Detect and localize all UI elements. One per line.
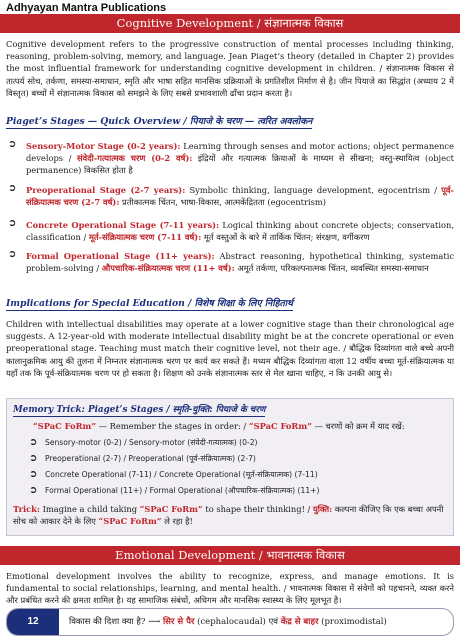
stage-name: Preoperational Stage (2-7 years): [26, 185, 186, 195]
stage-hindi-text: इंद्रियों और गत्यात्मक क्रियाओं के माध्यम से सीखना; वस्तु-स्थायित्व (object permanence) विकसित होता है [26, 153, 454, 176]
arrow-icon: ➲ [29, 485, 38, 496]
trick-hi-mnemonic: “SPaC FoRm” [98, 516, 162, 527]
implications-paragraph: Children with intellectual disabilities may operate at a lower cognitive stage than their chronological age suggests. A 12-year-old with moderate intellectual disability might be at the concrete operational or even preoperational stage. Teaching must match their cognitive level, not their age. / बौद्धिक दिव्यांगता वाले बच्चे अपनी कालानुक्रमिक आयु की तुलना में निम्नतर संज्ञानात्मक चरण पर कार्य कर सकते हैं। मध्यम बौद्धिक दिव्यांगता वाला 12 वर्षीय बच्चा मूर्त-संक्रियात्मक या यहाँ तक कि पूर्व-संक्रियात्मक चरण पर हो सकता है। शिक्षण को उनके संज्ञानात्मक स्तर से मेल खाना चाहिए, न कि उनकी आयु से। [6, 319, 454, 378]
emotional-paragraph: Emotional development involves the ability to recognize, express, and manage emotions. It is fundamental to social relationships, learning, and mental health. / भावनात्मक विकास में संवेगों को पहचानने, व्यक्त करने और प्रबंधित करने की क्षमता शामिल है। यह सामाजिक संबंधों, अधिगम और मानसिक स्वास्थ्य के लिए मूलभूत है। [6, 571, 454, 606]
cognitive-intro-paragraph: Cognitive development refers to the progressive construction of mental processes including thinking, reasoning, problem-solving, memory, and language. Jean Piaget’s theory (detailed in Chapter 2) provides the most influential framework for understanding cognitive development in children. / संज्ञानात्मक विकास से तात्पर्य सोच, तर्कणा, समस्या-समाधान, स्मृति और भाषा सहित मानसिक प्रक्रियाओं के प्रगतिशील निर्माण से है। जीन पियाजे का सिद्धांत (अध्याय 2 में विस्तृत) बच्चों में संज्ञानात्मक विकास को समझने के लिए सबसे प्रभावशाली ढाँचा प्रदान करता है। [6, 39, 454, 98]
trick-text [13, 503, 449, 527]
memory-item-text: Preoperational (2-7) / Preoperational (पूर्व-संक्रियात्मक) (2-7) [45, 454, 256, 463]
memory-trick-title: Memory Trick: Piaget’s Stages / स्मृति-युक्ति: पियाजे के चरण [13, 405, 266, 415]
footer-bar [6, 608, 454, 636]
mnemonic: “SPaC FoRm” [33, 421, 97, 431]
trick-hi-b: ले रहा है! [161, 516, 193, 527]
stage-name: Concrete Operational Stage (7-11 years): [26, 220, 220, 230]
memory-trick-box [6, 398, 454, 536]
stage-text: Learning through senses and motor actions; object permanence develops / [26, 141, 454, 164]
trick-hi-a: कल्पना कीजिए कि एक बच्चा अपनी सोच को आकार देने के लिए [13, 504, 444, 527]
footer-text-a: विकास की दिशा क्या है? ⟶ [69, 617, 163, 627]
arrow-icon: ➲ [8, 139, 17, 150]
arrow-icon: ➲ [8, 183, 17, 194]
memory-list-item [29, 469, 318, 480]
memory-list-item [29, 453, 256, 464]
stage-hindi-name: संवेदी-गत्यात्मक चरण (0-2 वर्ष): [76, 153, 193, 164]
stage-item [8, 218, 454, 243]
stage-hindi-text: प्रतीकात्मक चिंतन, भाषा-विकास, आत्मकेंद्रितता (egocentrism) [119, 197, 327, 208]
section-title-emotional: Emotional Development / भावनात्मक विकास [0, 546, 460, 565]
footer-note [69, 616, 387, 627]
mnemonic-repeat: “SPaC FoRm” [248, 421, 312, 431]
memory-intro-hi: — चरणों को क्रम में याद रखें: [311, 421, 405, 431]
arrow-icon: ➲ [8, 249, 17, 260]
memory-item-text: Concrete Operational (7-11) / Concrete Operational (मूर्त-संक्रियात्मक) (7-11) [45, 470, 318, 479]
stage-hindi-text: मूर्त वस्तुओं के बारे में तार्किक चिंतन; संरक्षण, वर्गीकरण [201, 232, 370, 243]
stage-text: Abstract reasoning, hypothetical thinking, systematic problem-solving / [26, 251, 455, 274]
footer-highlight-2: केंद्र से बाहर [280, 617, 319, 627]
page-number: 12 [7, 609, 59, 635]
footer-text-c: (proximodistal) [318, 617, 387, 627]
stage-hindi-name: पूर्व-संक्रियात्मक चरण (2-7 वर्ष): [26, 185, 454, 208]
memory-list-item [29, 485, 320, 496]
footer-text-b: (cephalocaudal) एवं [194, 617, 281, 627]
stage-name: Sensory-Motor Stage (0-2 years): [26, 141, 181, 151]
stage-item [8, 249, 455, 274]
memory-intro [33, 421, 405, 432]
trick-mnemonic: “SPaC FoRm” [139, 504, 203, 514]
stage-hindi-name: औपचारिक-संक्रियात्मक चरण (11+ वर्ष): [101, 263, 235, 274]
footer-highlight-1: सिर से पैर [162, 617, 195, 627]
stage-item [8, 183, 454, 208]
stage-text: Symbolic thinking, language development, egocentrism / [185, 185, 442, 195]
arrow-icon: ➲ [29, 453, 38, 464]
trick-en-a: Imagine a child taking [39, 504, 140, 514]
stage-hindi-text: अमूर्त तर्कणा, परिकल्पनात्मक चिंतन, व्यवस्थित समस्या-समाधान [234, 263, 429, 274]
arrow-icon: ➲ [8, 218, 17, 229]
trick-label: Trick: [13, 504, 40, 514]
stages-heading: Piaget’s Stages — Quick Overview / पियाजे के चरण — त्वरित अवलोकन [6, 116, 313, 127]
trick-en-b: to shape their thinking! / [202, 504, 313, 514]
memory-item-text: Formal Operational (11+) / Formal Operational (औपचारिक-संक्रियात्मक) (11+) [45, 486, 320, 495]
arrow-icon: ➲ [29, 437, 38, 448]
memory-list-item [29, 437, 258, 448]
arrow-icon: ➲ [29, 469, 38, 480]
stage-item [8, 139, 454, 177]
publisher-brand: Adhyayan Mantra Publications [6, 2, 167, 14]
stage-hindi-name: मूर्त-संक्रियात्मक चरण (7-11 वर्ष): [88, 232, 202, 243]
stage-text: Logical thinking about concrete objects; conservation, classification / [26, 220, 454, 243]
memory-item-text: Sensory-motor (0-2) / Sensory-motor (संवेदी-गत्यात्मक) (0-2) [45, 438, 258, 447]
trick-hi-label: युक्ति: [313, 504, 333, 514]
implications-heading: Implications for Special Education / विशेष शिक्षा के लिए निहितार्थ [6, 298, 293, 309]
section-title-cognitive: Cognitive Development / संज्ञानात्मक विकास [0, 14, 460, 33]
memory-intro-en: — Remember the stages in order: / [96, 421, 249, 431]
stage-name: Formal Operational Stage (11+ years): [26, 251, 215, 261]
